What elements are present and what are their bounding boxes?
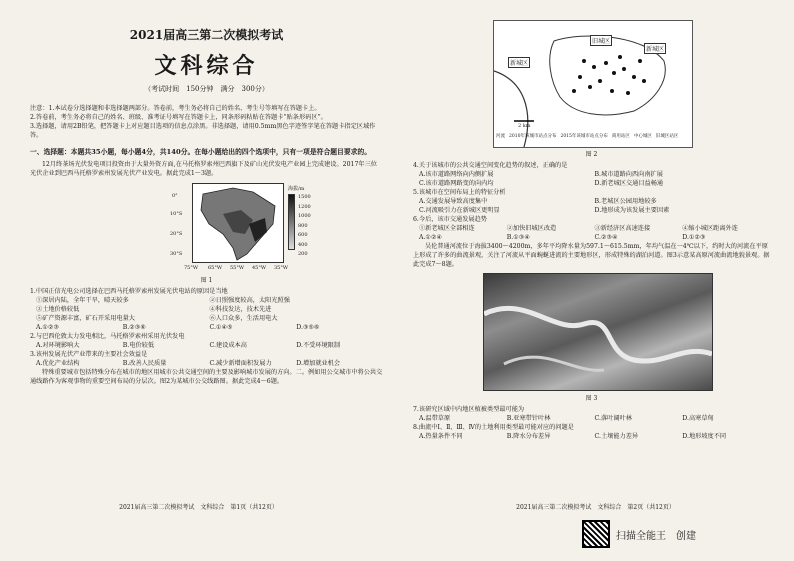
choice: A.该市道路网络向内侧扩展: [419, 171, 494, 178]
choice: B.①③④: [506, 234, 530, 241]
section-heading: 一、选择题：本题共35小题，每小题4分，共140分。在每小题给出的四个选项中，只有一项是符合题目要求的。: [30, 148, 372, 156]
statement: ①新老城区全部相连: [419, 225, 475, 232]
choice: B.改善人民质量: [122, 360, 167, 367]
question-6: 6.今后，该市交通发展趋势: [413, 216, 487, 223]
question-3-choices: [30, 359, 383, 368]
legend-item: 旧城区站区: [655, 134, 679, 139]
brazil-shape-icon: [193, 184, 284, 263]
choice: D.③⑤⑥: [296, 324, 320, 331]
legend-item: 2015年该城市站点分布: [560, 134, 608, 139]
choice: C.河流吸引力在新城区更明显: [419, 207, 500, 214]
question-1: 1.中国正信光电公司选择在巴西马托格罗索州发展光伏电站的原因是当地: [30, 288, 228, 295]
question-7: 7.该研究区域中内地区植被类型最可能为: [413, 406, 525, 413]
subject-title: 文科综合: [154, 53, 259, 79]
legend-color-bar: [288, 194, 295, 250]
statement: ①深居内陆，全年干旱，晴天较多: [36, 297, 129, 304]
exam-title: 2021届高三第二次模拟考试: [129, 28, 284, 42]
question-1-statements: [30, 296, 383, 323]
statement: ③土地价格较低: [36, 306, 80, 313]
river-meander-photo-icon: [484, 274, 712, 390]
question-5: 5.该城市在空间布局上的特征分析: [413, 189, 506, 196]
statement: ③新经济区高速连接: [594, 225, 651, 232]
passage-1: 12月终茶场光伏发电项目投资由于大量外资方面,在马托格罗索州巴西旗下及矿山光伏发电产业园上完成建设。2017年三位光伏企业到巴西马托格罗索州发展光伏产业发电。据此完成1～3题。: [30, 161, 377, 177]
instructions: [30, 104, 383, 140]
question-2-choices: [30, 341, 383, 350]
page-right: [397, 0, 794, 561]
legend-label: 200: [298, 251, 308, 257]
choice: D.地形成为该发展主要因素: [594, 207, 670, 214]
district-label: 旧城区: [590, 35, 612, 46]
statement: ④缩小城区距离外连: [682, 225, 738, 232]
question-6-choices: [413, 233, 770, 242]
choice: D.①②③: [682, 234, 706, 241]
question-4: 4.关于该城市的公共交通空间变化趋势的叙述，正确的是: [413, 162, 568, 169]
choice: D.不受环境限制: [296, 342, 341, 349]
qr-code-icon: [582, 520, 610, 548]
lat-label: 0°: [172, 193, 178, 199]
question-7-choices: [413, 414, 770, 423]
statement: ②日照强度较高，太阳光照强: [209, 297, 290, 304]
question-4-choices: [413, 170, 770, 188]
question-2: 2.与巴西伦敦太力发电相比，马托格罗索州采用光伏发电: [30, 333, 185, 340]
choice: C.②③④: [594, 234, 618, 241]
elevation-legend: [288, 185, 322, 257]
statement: ⑥人口众多，生活用电大: [209, 315, 278, 322]
choice: D.新老城区交通目益畅通: [594, 180, 664, 187]
choice: A.热量条件不同: [419, 433, 463, 440]
lat-label: 20°S: [170, 231, 183, 237]
legend-item: 商用站区: [611, 134, 630, 139]
choice: B.降水分布差异: [506, 433, 551, 440]
question-5-choices: [413, 197, 770, 215]
choice: C.土壤能力差异: [594, 433, 639, 440]
statement: ④科技发达，技术先进: [209, 306, 272, 313]
legend-label: 1200: [298, 203, 311, 210]
brazil-map: [192, 183, 284, 263]
figure-2-map: [493, 20, 693, 148]
choice: B.亚寒带针叶林: [506, 415, 551, 422]
lon-label: 35°W: [274, 265, 289, 271]
choice: C.建设成本高: [209, 342, 247, 349]
figure-2-caption: 图 2: [585, 151, 598, 158]
choice: B.电价较低: [122, 342, 155, 349]
legend-title: 海拔/m: [288, 186, 305, 192]
page-footer-left: 2021届高三第二次模拟考试 文科综合 第1页（共12页）: [119, 504, 278, 511]
note-2: 2.答卷前，考生务必将自己的姓名、班级、准考证号填写在答题卡上，同条形码粘贴在答题卡“贴条形码区”。: [30, 114, 327, 121]
question-8-choices: [413, 432, 770, 441]
scan-app-text: 扫描全能王 创建: [616, 530, 696, 542]
choice: C.该市道路网路变的向内均: [419, 180, 494, 187]
district-label: 新城区: [644, 43, 666, 54]
legend-label: 1500: [298, 194, 311, 200]
lat-label: 10°S: [170, 211, 183, 217]
choice: A.①②④: [419, 234, 443, 241]
choice: C.①④⑤: [209, 324, 233, 331]
legend-labels: [298, 193, 311, 260]
district-label: 新城区: [508, 57, 530, 68]
note-1: 注意：1.本试卷分选择题和非选择题两部分。答卷前，考生务必将自己的姓名、考生号等填写在答题卡上。: [30, 105, 321, 112]
choice: B.老城区公园用地较多: [594, 198, 657, 205]
lon-label: 65°W: [208, 265, 223, 271]
lon-label: 55°W: [230, 265, 245, 271]
choice: A.优化产业结构: [36, 360, 80, 367]
lon-label: 45°W: [252, 265, 267, 271]
legend-item: 河流: [496, 134, 505, 139]
question-3: 3.该州发展光伏产业带来的主要社会效益是: [30, 351, 148, 358]
exam-info: （考试时间 150分钟 满分 300分）: [144, 85, 269, 93]
scan-watermark: [582, 520, 696, 548]
question-1-choices: [30, 323, 383, 332]
figure-3-caption: 图 3: [585, 395, 598, 402]
statement: ⑤矿产资源丰富，矿石开采用电量大: [36, 315, 135, 322]
choice: B.城市道路向西向南扩展: [594, 171, 663, 178]
lat-label: 30°S: [170, 251, 183, 257]
choice: A.温带草原: [419, 415, 451, 422]
figure-1-map: [170, 181, 320, 273]
passage-3: 吴伦普通河流位于海拔3400～4200m，多年平均降水量为597.1～615.5mm，年均气温在一4℃以下，约时大的河流在平原上形成了许多的曲流景观，关注了河流从平面蜿蜒进流的主要地形区，形成特殊的湖泊河道。图3示意某高原河流曲流地貌景观。据此完成7～8题。: [413, 243, 770, 268]
page-footer-right: 2021届高三第二次模拟考试 文科综合 第2页（共12页）: [516, 504, 675, 511]
choice: A.交通发展导致高度集中: [419, 198, 488, 205]
choice: D.地形坡度不同: [682, 433, 727, 440]
legend-label: 400: [298, 241, 308, 248]
question-8: 8.曲流中Ⅰ、Ⅱ、Ⅲ、Ⅳ的土地利用类型最可能对应的问题是: [413, 424, 574, 431]
legend-item: 中心城区: [633, 134, 652, 139]
question-6-statements: [413, 224, 770, 233]
choice: C.减少新增面积发展力: [209, 360, 272, 367]
legend-label: 600: [298, 232, 308, 238]
legend-label: 800: [298, 222, 308, 229]
choice: D.高寒草甸: [682, 415, 714, 422]
choice: D.增加就业机会: [296, 360, 341, 367]
choice: C.落叶阔叶林: [594, 415, 632, 422]
passage-2: 特殊重要城市包括特殊分布在城市的地区用城市公共交通空间的主要及影响城市发展的方向。二。例如用公交城市中将公共交通线路作为客观事物的重要空间布局的分层次。图2为某城市公交线路图。据此完成4～6题。: [30, 369, 383, 385]
fig2-legend: [496, 133, 690, 139]
figure-1-caption: 图 1: [200, 277, 213, 284]
choice: A.对环境影响大: [36, 342, 80, 349]
legend-item: 2010年该城市站点分布: [509, 134, 557, 139]
scale-label: 2 km: [518, 123, 531, 129]
legend-label: 1000: [298, 213, 311, 219]
note-3: 3.选择题，请用2B铅笔，把答题卡上对应题目选项的信息点涂黑。非选择题，请用0.5mm黑色字迹签字笔在答题卡指定区域作答。: [30, 123, 376, 139]
choice: A.①②③: [36, 324, 60, 331]
statement: ②加快旧城区改造: [506, 225, 557, 232]
figure-3-photo: [483, 273, 713, 391]
lon-label: 75°W: [184, 265, 199, 271]
choice: B.②③⑥: [122, 324, 146, 331]
